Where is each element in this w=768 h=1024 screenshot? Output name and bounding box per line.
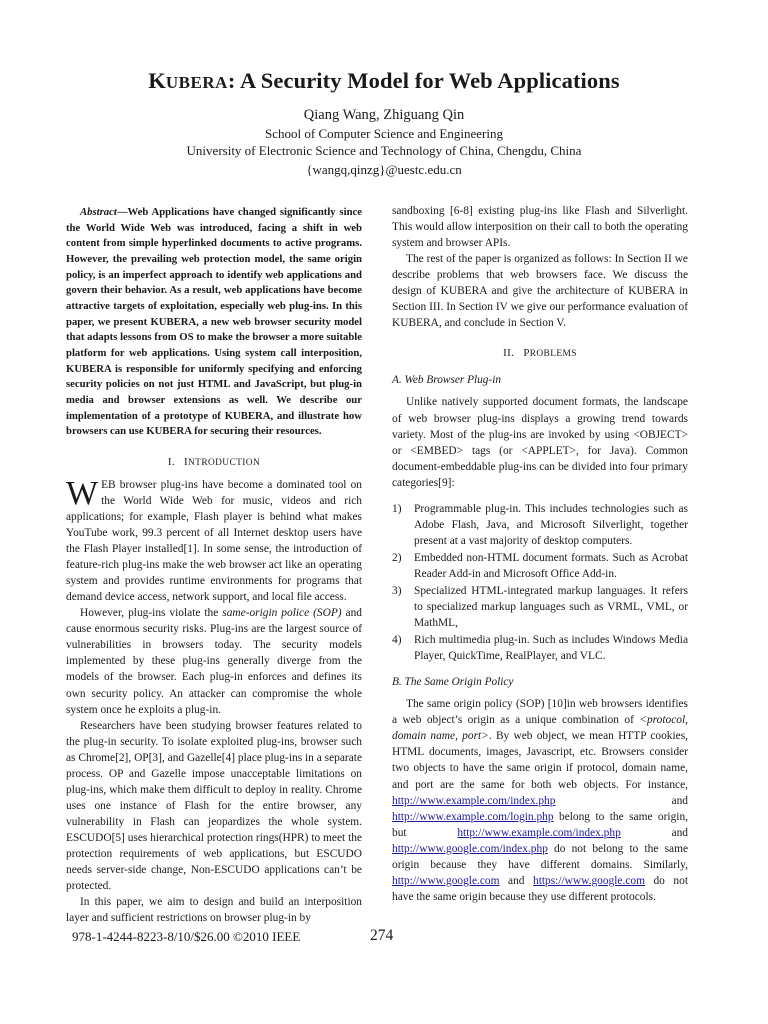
intro-p2-b: and cause enormous security risks. Plug-ins are the largest source of vulnerabilities in browsers today. The security models implemented by these plug-ins generally diverge from the models of the browser. Each plug-in enforces and defines its own security policy. An attacker can compromise the whole system once he exploits a plug-in. xyxy=(66,607,362,716)
sop-text-h: do not have the same origin because they use different protocols. xyxy=(392,874,688,903)
list-item-number: 3) xyxy=(392,584,402,597)
drop-cap: W xyxy=(66,474,99,512)
right-column xyxy=(392,203,688,905)
right-p2-b: and give the architecture of xyxy=(486,285,629,298)
subsection-heading-plugin: A. Web Browser Plug-in xyxy=(392,374,501,387)
section-number: I. xyxy=(167,455,175,468)
sop-text-f: do not belong to the same origin because they have different domains. Similarly, xyxy=(392,842,688,871)
paper-header xyxy=(0,64,768,178)
abstract-text-3: is responsible for uniformly specifying and enforcing security policies on not just HTML and JavaScript, but plug-in media and browser extensions as well. We describe our implementation of a prototype of xyxy=(66,362,362,422)
authors: Qiang Wang, Zhiguang Qin xyxy=(303,107,465,123)
intro-paragraph-2 xyxy=(66,605,362,717)
right-paragraph-2 xyxy=(392,251,688,331)
right-p2-kubera-3: KUBERA xyxy=(392,317,439,330)
abstract-dash: — xyxy=(116,206,128,218)
abstract-kubera-1: KUBERA xyxy=(150,315,197,328)
plugin-category-list xyxy=(392,501,688,664)
sop-text-a: The same origin policy (SOP) [10]in web browsers identifies a web object’s origin as a unique combination of xyxy=(392,698,688,727)
section-rest: ROBLEMS xyxy=(529,349,577,360)
plugin-paragraph: Unlike natively supported document formats, the landscape of web browser plug-ins displays a growing trend towards variety. Most of the plug-ins are invoked by using <OBJECT> or <EMBED> tags (or <APPLET>, for Java). Common document-embeddable plug-ins can be divided into four primary categories[9]: xyxy=(392,396,688,489)
right-p2-c: in Section III. In Section IV we give our performance evaluation of xyxy=(392,285,688,314)
isbn-copyright: 978-1-4244-8223-8/10/$26.00 ©2010 IEEE xyxy=(72,929,301,944)
subsection-heading-sop: B. The Same Origin Policy xyxy=(392,676,514,689)
intro-paragraph-1 xyxy=(66,474,362,605)
abstract-text-2: , a new web browser security model that adapts lessons from OS to make the browser a more suitable platform for web applications. Using system call interposition, xyxy=(66,315,362,359)
affiliation-university: University of Electronic Science and Technology of China, Chengdu, China xyxy=(186,143,582,158)
sop-text-e: and xyxy=(620,826,688,839)
list-item-text: Rich multimedia plug-in. Such as includes Windows Media Player, QuickTime, RealPlayer, and VLC. xyxy=(414,634,688,663)
list-item-number: 1) xyxy=(392,502,402,515)
google-https-link[interactable]: https://www.google.com xyxy=(533,874,645,887)
intro-p2-em: same-origin police (SOP) xyxy=(222,607,342,620)
section-heading-problems xyxy=(392,345,688,362)
abstract-kubera-4: KUBERA xyxy=(146,425,192,438)
section-heading-introduction xyxy=(66,454,362,471)
sop-origin-tuple: <protocol, domain name, port> xyxy=(392,714,688,743)
example-login-link[interactable]: http://www.example.com/login.php xyxy=(392,810,554,823)
section-number: II. xyxy=(503,347,515,360)
google-http-link[interactable]: http://www.google.com xyxy=(392,874,500,887)
sop-text-c: and xyxy=(555,794,688,807)
abstract xyxy=(66,205,362,440)
list-item xyxy=(392,501,688,549)
list-item-number: 2) xyxy=(392,551,402,564)
sop-text-g: and xyxy=(499,874,534,887)
author-email: {wangq,qinzg}@uestc.edu.cn xyxy=(306,162,462,177)
abstract-text-1: Web Applications have changed significantly since the World Wide Web was introduced, facing a shift in web content from simple hyperlinked documents to active programs. However, the prevailing web protection model, the same origin policy, is an imperfect approach to identify web applications and govern their behavior. As a result, web applications have become attractive targets of exploitation, especially web plug-ins. In this paper, we present xyxy=(66,206,362,328)
right-p2-kubera-1: KUBERA xyxy=(440,285,487,298)
list-item xyxy=(392,632,688,664)
right-paragraph-1: sandboxing [6-8] existing plug-ins like Flash and Silverlight. This would allow interposition on their call to both the operating system and browser APIs. xyxy=(392,205,688,250)
list-item-text: Specialized HTML-integrated markup languages. It refers to specialized markup languages such as VRML, VML, or MathML, xyxy=(414,584,688,630)
page-number: 274 xyxy=(370,927,394,944)
list-item xyxy=(392,550,688,582)
abstract-text-4: , and illustrate how browsers can use xyxy=(66,409,362,438)
affiliation-school: School of Computer Science and Engineering xyxy=(265,126,503,141)
section-initial: P xyxy=(523,347,530,360)
example-index-link-2[interactable]: http://www.example.com/index.php xyxy=(457,826,621,839)
list-item-text: Embedded non-HTML document formats. Such as Acrobat Reader Add-in and Microsoft Office Add-in. xyxy=(414,551,688,580)
sop-text-d: belong to the same origin, but xyxy=(392,810,688,839)
list-item xyxy=(392,583,688,631)
intro-paragraph-4: In this paper, we aim to design and build an interposition layer and sufficient restrictions on browser plug-in by xyxy=(66,896,362,925)
intro-paragraph-3: Researchers have been studying browser features related to the plug-in security. To isolate exploited plug-ins, browser such as Chrome[2], OP[3], and Gazelle[4] place plug-ins in a separate process. OP and Gazelle impose unacceptable limitations on plug-ins, which make them difficult to deploy in reality. Chrome uses one instance of Flash for the entire browser, any vulnerability in Flash can jeopardizes the whole system. ESCUDO[5] uses hierarchical protection rings(HPR) to meet the protection requirements of web applications, but ESCUDO needs server-side change, Non-ESCUDO applications can’t be protected. xyxy=(66,719,362,893)
right-p2-a: The rest of the paper is organized as follows: In Section II we describe problems that web browsers face. We discuss the design of xyxy=(392,253,688,298)
abstract-text-5: for securing their resources. xyxy=(191,425,322,438)
intro-p2-a: However, plug-ins violate the xyxy=(80,607,223,620)
list-item-number: 4) xyxy=(392,634,402,647)
section-initial: I xyxy=(184,455,189,468)
title-ubera: UBERA xyxy=(165,73,228,92)
abstract-label: Abstract xyxy=(80,206,117,218)
section-rest: NTRODUCTION xyxy=(188,457,261,468)
title-k: K xyxy=(148,68,166,93)
google-index-link[interactable]: http://www.google.com/index.php xyxy=(392,842,548,855)
abstract-kubera-2: KUBERA xyxy=(66,362,112,375)
sop-paragraph xyxy=(392,696,688,905)
abstract-kubera-3: KUBERA xyxy=(224,409,271,422)
paper-title xyxy=(0,64,768,100)
right-p2-kubera-2: KUBERA xyxy=(628,285,675,298)
example-index-link[interactable]: http://www.example.com/index.php xyxy=(392,794,556,807)
list-item-text: Programmable plug-in. This includes technologies such as Adobe Flash, Java, and Microsoft Silverlight, together present at a vast majority of desktop computers. xyxy=(414,502,688,547)
intro-p1-text: EB browser plug-ins have become a dominated tool on the World Wide Web for music, videos and rich applications; for example, Flash player is behind what makes YouTube work, 99.3 percent of all Internet desktop users have the Flash Player installed[1]. In some sense, the introduction of feature-rich plug-ins make the web browser act like an operating system and provides runtime environments for programs that demand device access, network support, and local file access. xyxy=(66,478,362,604)
sop-text-b: . By web object, we mean HTTP cookies, HTML documents, images, Javascript, etc. Browsers consider two objects to have the same origin if protocol, domain name, and port are the same for both web objects. For instance, xyxy=(392,730,689,791)
left-column xyxy=(66,205,362,926)
right-p2-d: , and conclude in Section V. xyxy=(438,317,566,330)
title-rest: : A Security Model for Web Applications xyxy=(227,68,620,93)
